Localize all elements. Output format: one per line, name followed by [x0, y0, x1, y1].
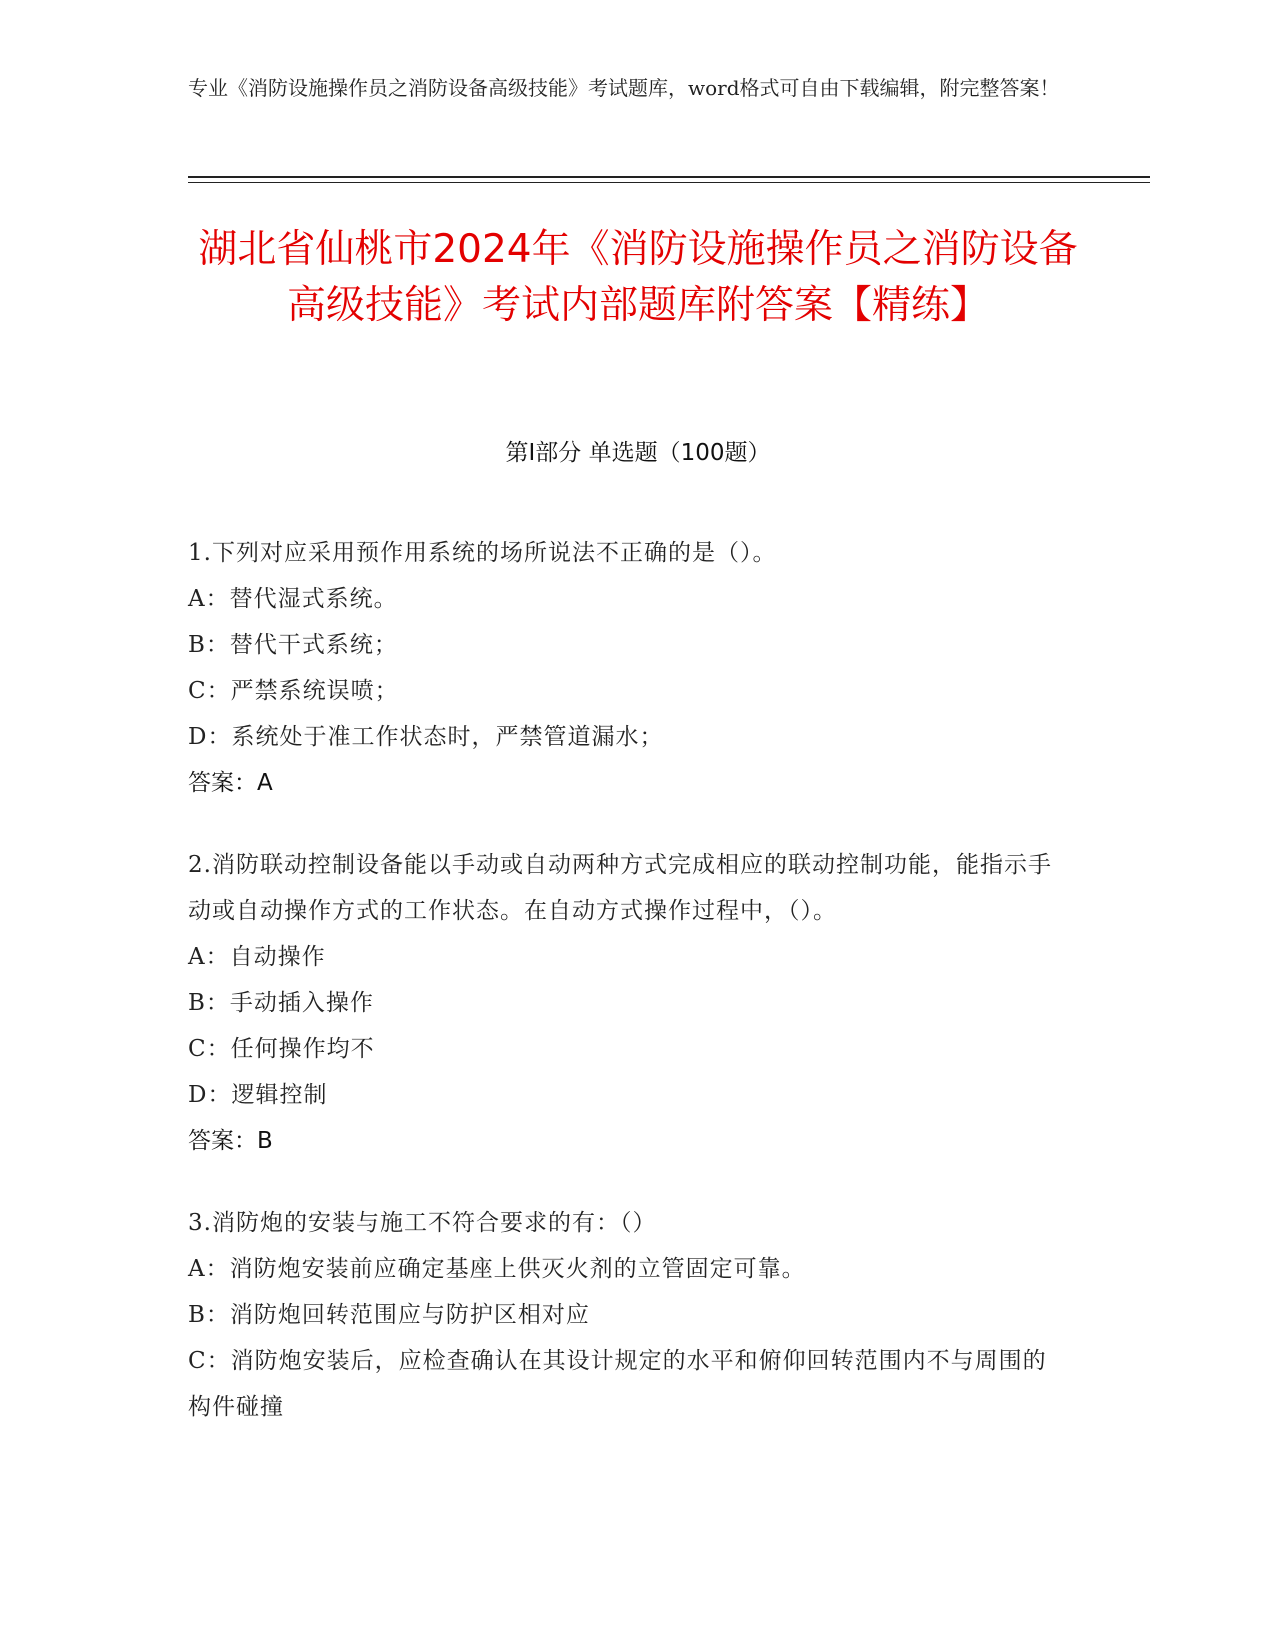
section-heading: 第I部分 单选题（100题） [505, 440, 771, 466]
question-1 [188, 530, 1068, 806]
question-2 [188, 842, 1068, 1164]
header-divider-thin [188, 182, 1150, 183]
question-3 [188, 1200, 1068, 1430]
answer: 答案：A [188, 770, 273, 796]
question-text: 3.消防炮的安装与施工不符合要求的有：（） [188, 1210, 657, 1236]
option-c: C：消防炮安装后，应检查确认在其设计规定的水平和俯仰回转范围内不与周围的构件碰撞 [188, 1348, 1047, 1420]
question-list [188, 530, 1068, 1466]
option-b: B：手动插入操作 [188, 990, 374, 1016]
option-b: B：消防炮回转范围应与防护区相对应 [188, 1302, 590, 1328]
option-d: D：逻辑控制 [188, 1082, 328, 1108]
question-text: 1.下列对应采用预作用系统的场所说法不正确的是（）。 [188, 540, 777, 566]
option-b: B：替代干式系统； [188, 632, 398, 658]
header-divider-thick [188, 176, 1150, 178]
document-title: 湖北省仙桃市2024年《消防设施操作员之消防设备高级技能》考试内部题库附答案【精练】 [198, 227, 1078, 328]
question-text: 2.消防联动控制设备能以手动或自动两种方式完成相应的联动控制功能，能指示手动或自动操作方式的工作状态。在自动方式操作过程中，（）。 [188, 852, 1052, 924]
option-a: A：替代湿式系统。 [188, 586, 398, 612]
answer: 答案：B [188, 1128, 273, 1154]
option-d: D：系统处于准工作状态时，严禁管道漏水； [188, 724, 664, 750]
option-a: A：自动操作 [188, 944, 326, 970]
header-note: 专业《消防设施操作员之消防设备高级技能》考试题库，word格式可自由下载编辑，附完整答案！ [188, 76, 1060, 100]
option-c: C：严禁系统误喷； [188, 678, 399, 704]
option-a: A：消防炮安装前应确定基座上供灭火剂的立管固定可靠。 [188, 1256, 806, 1282]
option-c: C：任何操作均不 [188, 1036, 375, 1062]
